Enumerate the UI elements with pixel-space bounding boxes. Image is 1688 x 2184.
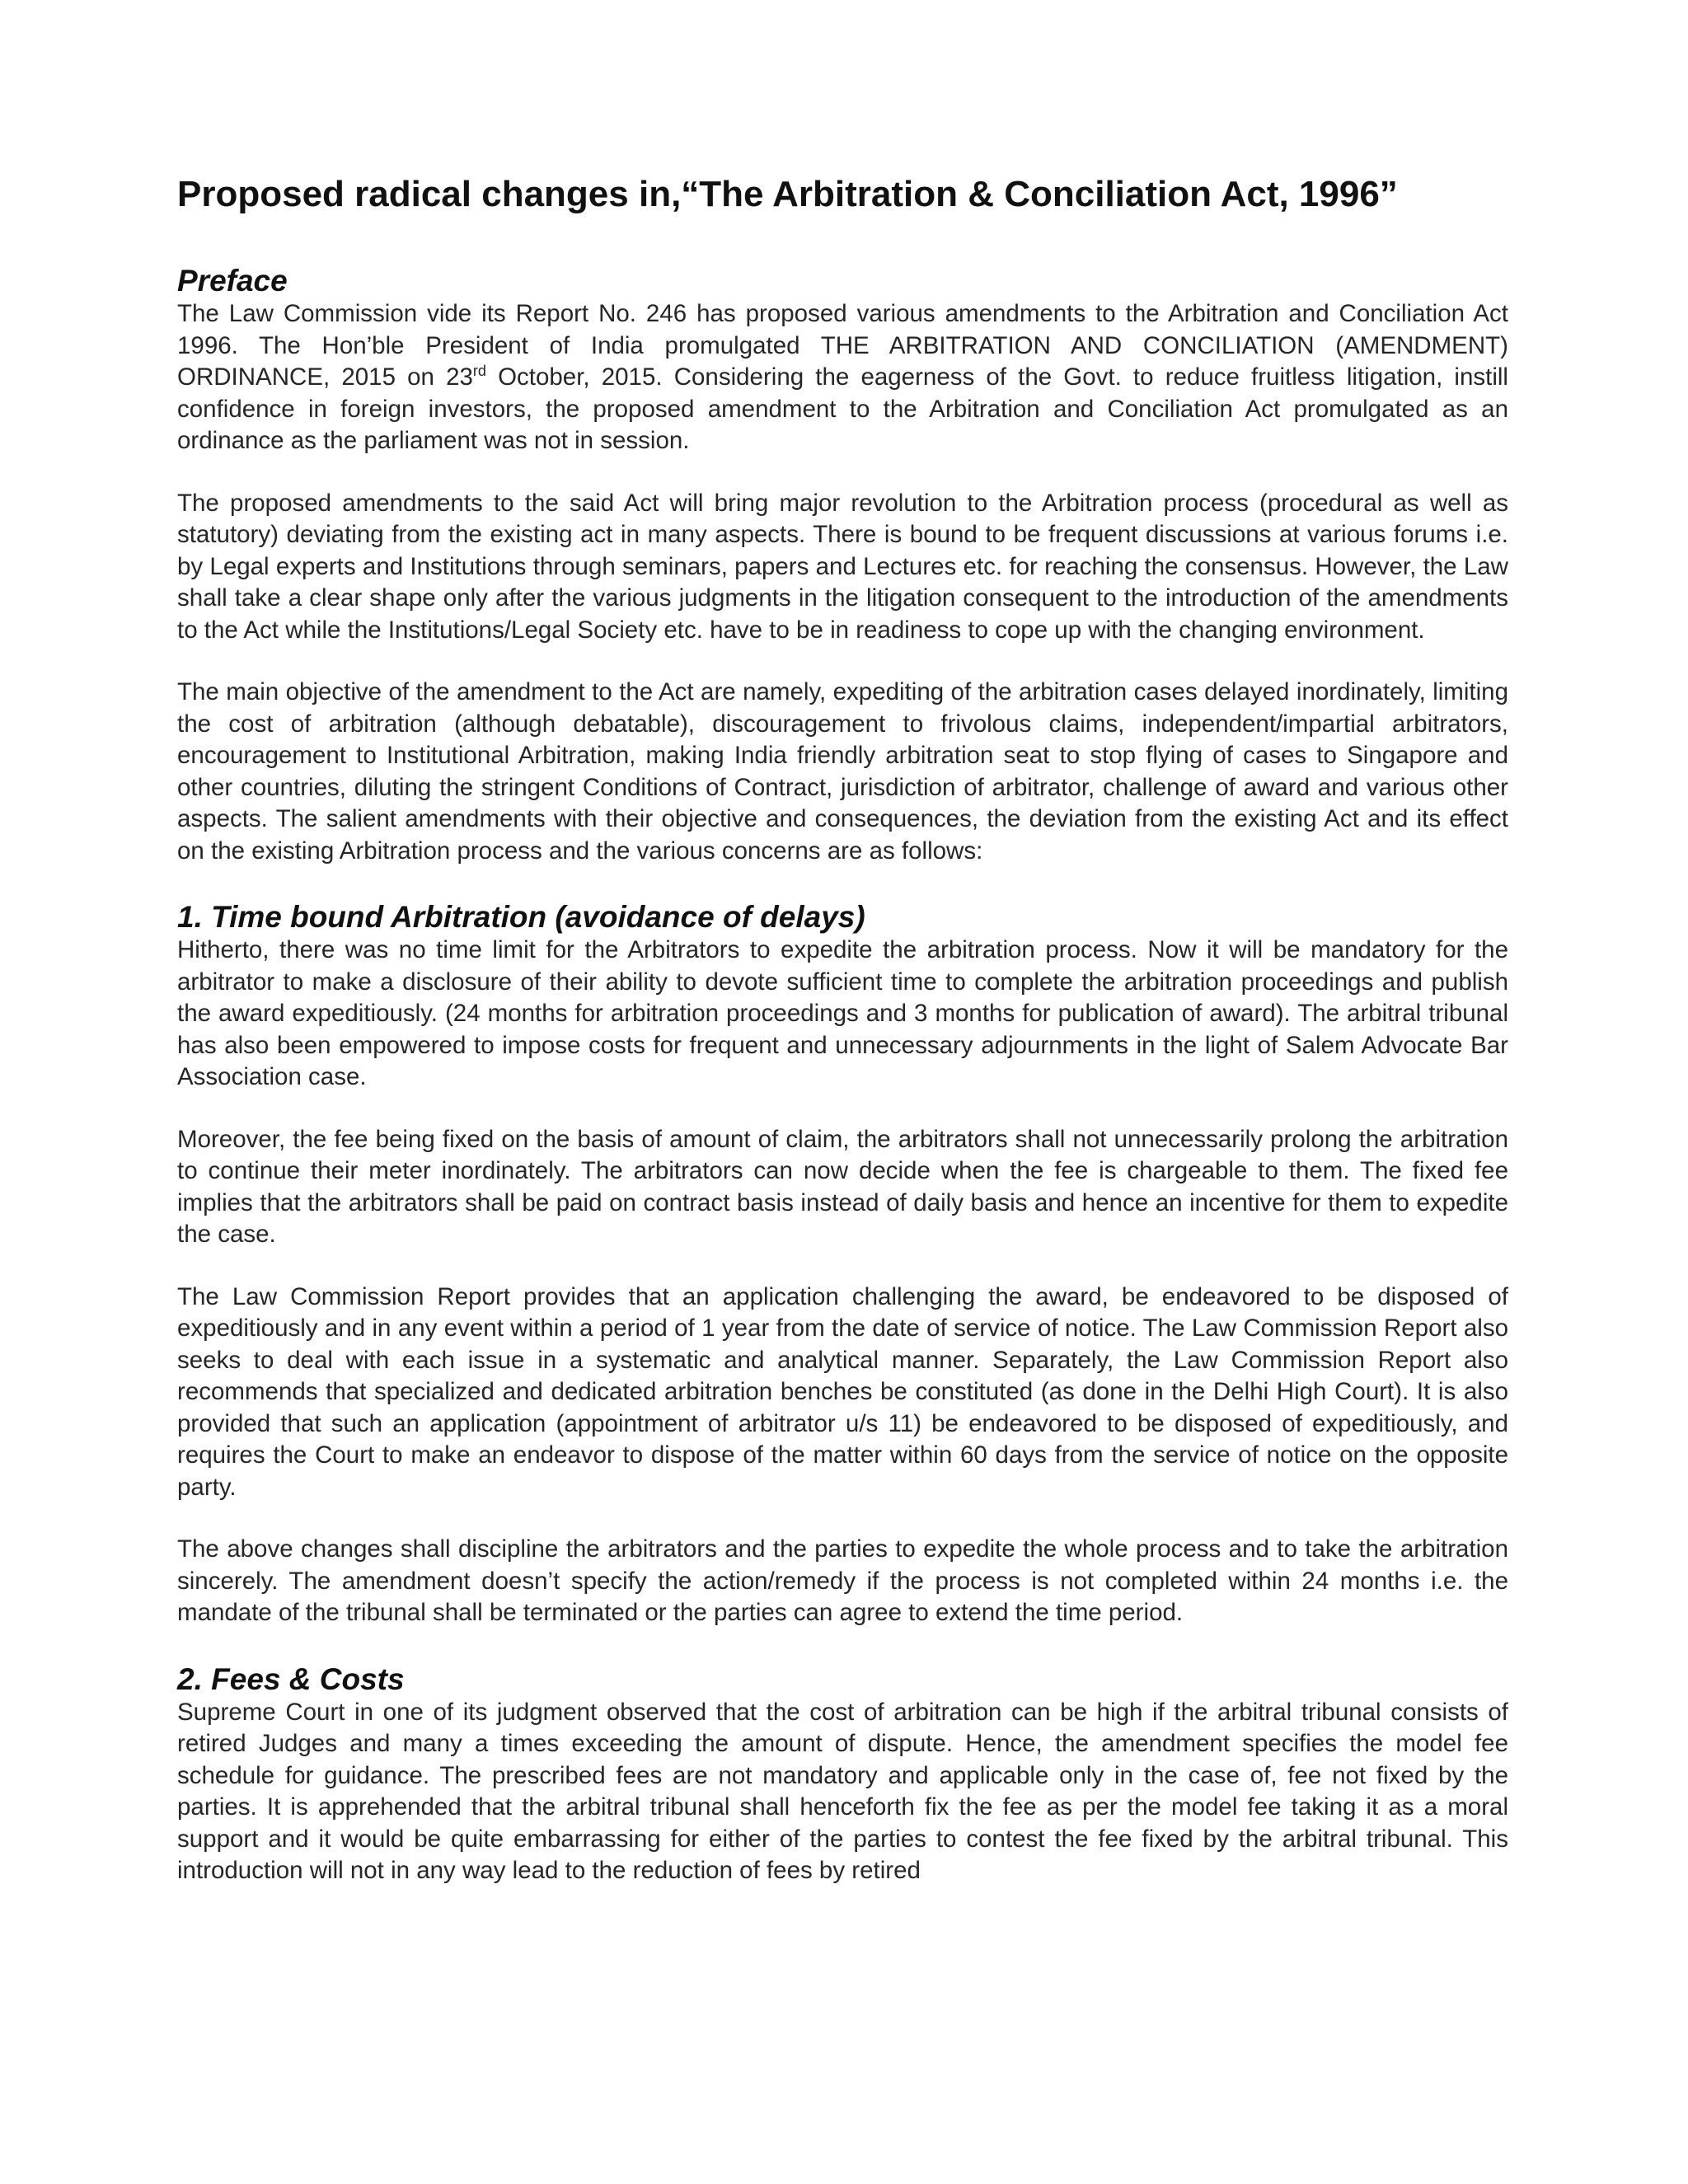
preface-paragraph-1-text-cont: October, 2015. Considering the eagerness of the Govt. to reduce fruitless litigation, instill confidence in foreign investors, the proposed amendment to the Arbitration and Conciliation Act promulgated as an ordinance as the parliament was not in session.	[177, 363, 1508, 454]
section-1-heading: 1. Time bound Arbitration (avoidance of delays)	[177, 900, 865, 934]
section-1-paragraph-2: Moreover, the fee being fixed on the basis of amount of claim, the arbitrators shall not unnecessarily prolong the arbitration to continue their meter inordinately. The arbitrators can now decide when the fee is chargeable to them. The fixed fee implies that the arbitrators shall be paid on contract basis instead of daily basis and hence an incentive for them to expedite the case.	[177, 1125, 1508, 1248]
section-2-paragraph-1: Supreme Court in one of its judgment observed that the cost of arbitration can be high if the arbitral tribunal consists of retired Judges and many a times exceeding the amount of dispute. Hence, the amendment specifies the model fee schedule for guidance. The prescribed fees are not mandatory and applicable only in the case of, fee not fixed by the parties. It is apprehended that the arbitral tribunal shall henceforth fix the fee as per the model fee taking it as a moral support and it would be quite embarrassing for either of the parties to contest the fee fixed by the arbitral tribunal. This introduction will not in any way lead to the reduction of fees by retired	[177, 1698, 1508, 1884]
section-2-heading: 2. Fees & Costs	[177, 1661, 405, 1696]
section-fees-and-costs	[177, 1662, 1508, 1887]
preface-paragraph-1	[177, 298, 1508, 457]
preface-heading: Preface	[177, 264, 288, 298]
section-time-bound-arbitration	[177, 900, 1508, 1629]
preface-section	[177, 264, 1508, 867]
preface-paragraph-3: The main objective of the amendment to the Act are namely, expediting of the arbitration cases delayed inordinately, limiting the cost of arbitration (although debatable), discouragement to frivolous claims, independent/impartial arbitrators, encouragement to Institutional Arbitration, making India friendly arbitration seat to stop flying of cases to Singapore and other countries, diluting the stringent Conditions of Contract, jurisdiction of arbitrator, challenge of award and various other aspects. The salient amendments with their objective and consequences, the deviation from the existing Act and its effect on the existing Arbitration process and the various concerns are as follows:	[177, 678, 1508, 865]
section-1-paragraph-1: Hitherto, there was no time limit for the Arbitrators to expedite the arbitration process. Now it will be mandatory for the arbitrator to make a disclosure of their ability to devote sufficient time to complete the arbitration proceedings and publish the award expeditiously. (24 months for arbitration proceedings and 3 months for publication of award). The arbitral tribunal has also been empowered to impose costs for frequent and unnecessary adjournments in the light of Salem Advocate Bar Association case.	[177, 936, 1508, 1090]
section-1-paragraph-4: The above changes shall discipline the arbitrators and the parties to expedite the whole process and to take the arbitration sincerely. The amendment doesn’t specify the action/remedy if the process is not completed within 24 months i.e. the mandate of the tribunal shall be terminated or the parties can agree to extend the time period.	[177, 1535, 1508, 1626]
section-1-paragraph-3: The Law Commission Report provides that an application challenging the award, be endeavored to be disposed of expeditiously and in any event within a period of 1 year from the date of service of notice. The Law Commission Report also seeks to deal with each issue in a systematic and analytical manner. Separately, the Law Commission Report also recommends that specialized and dedicated arbitration benches be constituted (as done in the Delhi High Court). It is also provided that such an application (appointment of arbitrator u/s 11) be endeavored to be disposed of expeditiously, and requires the Court to make an endeavor to dispose of the matter within 60 days from the service of notice on the opposite party.	[177, 1282, 1508, 1501]
preface-paragraph-2: The proposed amendments to the said Act will bring major revolution to the Arbitration process (procedural as well as statutory) deviating from the existing act in many aspects. There is bound to be frequent discussions at various forums i.e. by Legal experts and Institutions through seminars, papers and Lectures etc. for reaching the consensus. However, the Law shall take a clear shape only after the various judgments in the litigation consequent to the introduction of the amendments to the Act while the Institutions/Legal Society etc. have to be in readiness to cope up with the changing environment.	[177, 489, 1508, 644]
ordinal-suffix: rd	[472, 363, 486, 380]
document-page	[177, 173, 1508, 1918]
preface-paragraph-1-text: The Law Commission vide its Report No. 246 has proposed various amendments to the Arbitration and Conciliation Act 1996. The Hon’ble President of India promulgated THE ARBITRATION AND CONCILIATION (AMENDMENT) ORDINANCE, 2015 on 23	[177, 300, 1508, 391]
document-title: Proposed radical changes in,“The Arbitration & Conciliation Act, 1996”	[177, 174, 1398, 214]
